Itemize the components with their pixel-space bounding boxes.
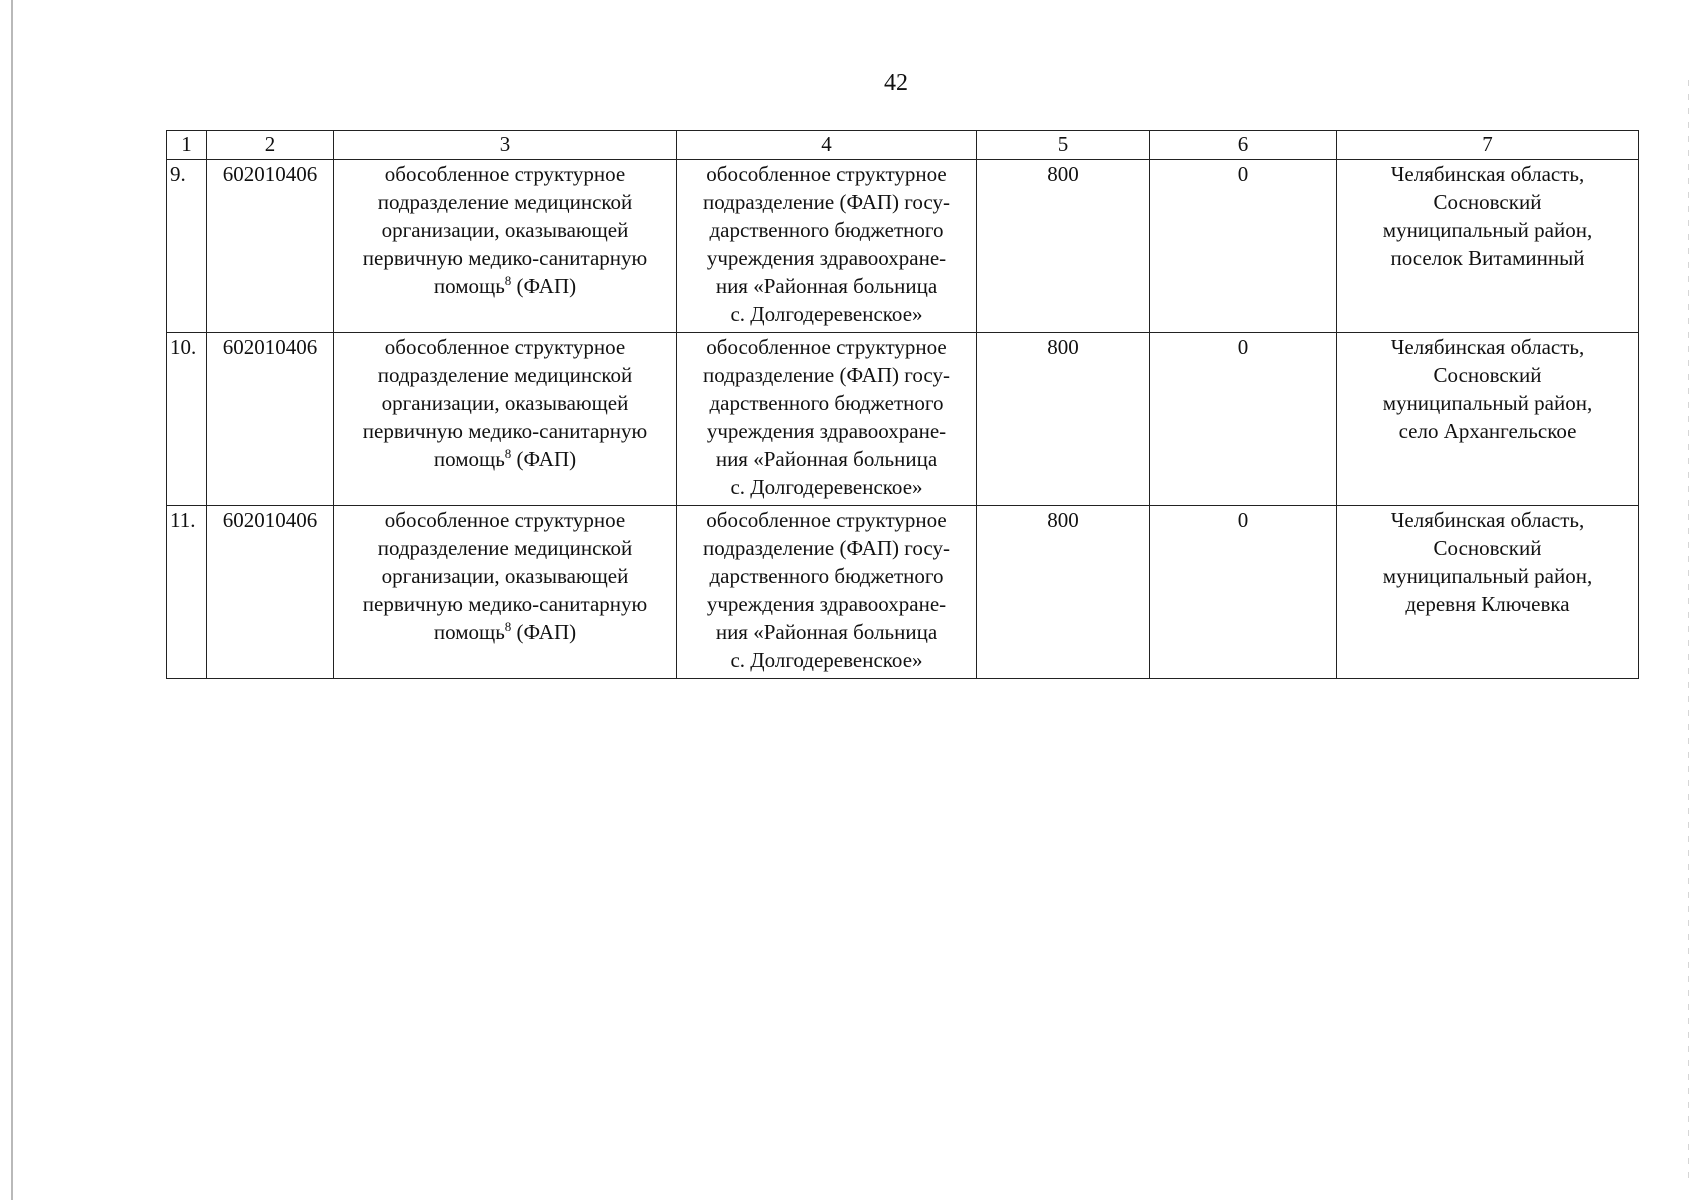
row-code: 602010406 — [207, 506, 334, 679]
table-header-row — [167, 131, 1639, 160]
header-cell: 1 — [167, 131, 207, 160]
data-table — [166, 130, 1639, 679]
row-address: Челябинская область, Сосновский муниципальный район, село Архангельское — [1337, 333, 1639, 506]
table-row — [167, 160, 1639, 333]
row-name: обособленное структурное подразделение (ФАП) госу- дарственного бюджетного учреждения здравоохране- ния «Районная больница с. Долгодеревенское» — [677, 160, 977, 333]
row-type-text: обособленное структурное подразделение медицинской организации, оказывающей первичную медико-санитарную помощь — [362, 508, 648, 644]
scan-edge-left — [11, 0, 13, 1200]
header-cell: 3 — [334, 131, 677, 160]
header-cell: 7 — [1337, 131, 1639, 160]
footnote-marker: 8 — [504, 619, 512, 634]
row-address: Челябинская область, Сосновский муниципальный район, деревня Ключевка — [1337, 506, 1639, 679]
header-cell: 5 — [977, 131, 1150, 160]
row-value-6: 0 — [1150, 506, 1337, 679]
row-number: 11. — [167, 506, 207, 679]
row-type-suffix: (ФАП) — [511, 447, 577, 471]
row-type-suffix: (ФАП) — [511, 274, 577, 298]
row-type-text: обособленное структурное подразделение медицинской организации, оказывающей первичную медико-санитарную помощь — [362, 335, 648, 471]
row-type — [334, 506, 677, 679]
header-cell: 4 — [677, 131, 977, 160]
row-type-suffix: (ФАП) — [511, 620, 577, 644]
header-cell: 2 — [207, 131, 334, 160]
row-name: обособленное структурное подразделение (ФАП) госу- дарственного бюджетного учреждения здравоохране- ния «Районная больница с. Долгодеревенское» — [677, 333, 977, 506]
row-type — [334, 333, 677, 506]
row-value-6: 0 — [1150, 160, 1337, 333]
row-value-5: 800 — [977, 160, 1150, 333]
scan-edge-right — [1688, 80, 1689, 1180]
table-row — [167, 333, 1639, 506]
row-value-5: 800 — [977, 506, 1150, 679]
row-type — [334, 160, 677, 333]
footnote-marker: 8 — [504, 273, 512, 288]
footnote-marker: 8 — [504, 446, 512, 461]
page-number: 42 — [884, 70, 908, 96]
row-name: обособленное структурное подразделение (ФАП) госу- дарственного бюджетного учреждения здравоохране- ния «Районная больница с. Долгодеревенское» — [677, 506, 977, 679]
table-row — [167, 506, 1639, 679]
header-cell: 6 — [1150, 131, 1337, 160]
row-value-5: 800 — [977, 333, 1150, 506]
row-value-6: 0 — [1150, 333, 1337, 506]
row-code: 602010406 — [207, 160, 334, 333]
row-address: Челябинская область, Сосновский муниципальный район, поселок Витаминный — [1337, 160, 1639, 333]
row-type-text: обособленное структурное подразделение медицинской организации, оказывающей первичную медико-санитарную помощь — [362, 162, 648, 298]
row-code: 602010406 — [207, 333, 334, 506]
row-number: 10. — [167, 333, 207, 506]
row-number: 9. — [167, 160, 207, 333]
